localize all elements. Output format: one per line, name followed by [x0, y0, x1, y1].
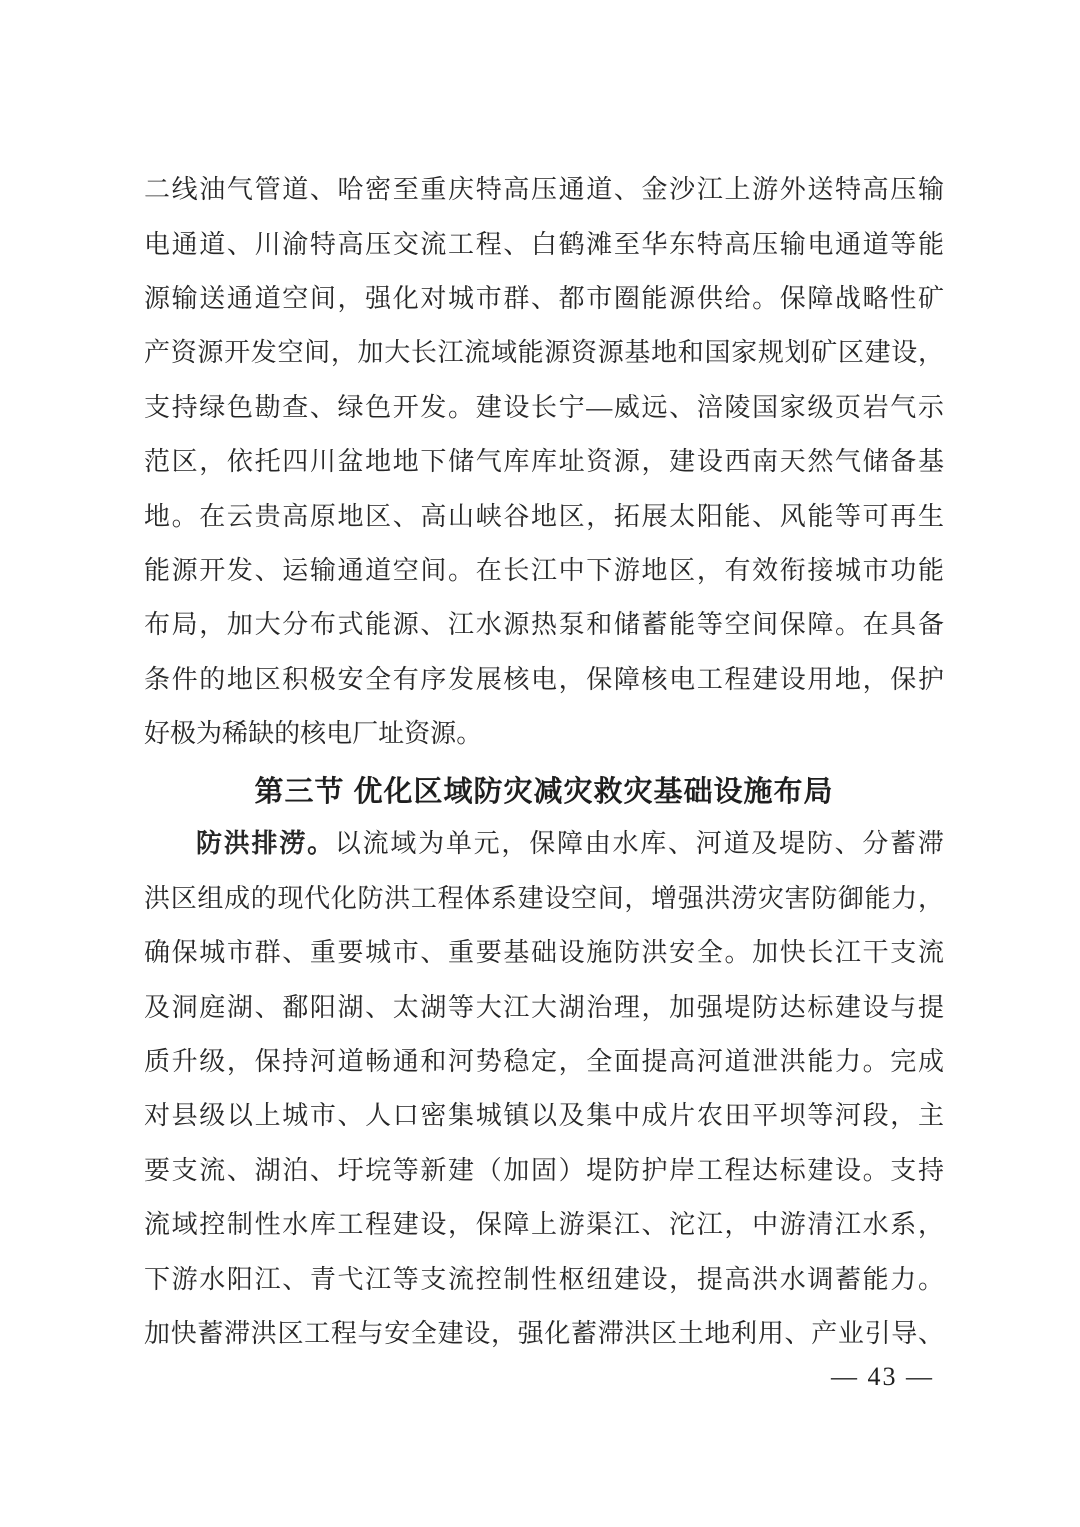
text-line: 流 域 控 制 性 水 库 工 程 建 设 ， 保 障 上 游 渠 江 、 沱 江 ， 中 游 清 江 水 系 ，	[144, 1210, 944, 1240]
text-line: 加 快 蓄 滞 洪 区 工 程 与 安 全 建 设 ， 强 化 蓄 滞 洪 区 土 地 利 用 、 产 业 引 导 、	[144, 1319, 944, 1348]
text-line: 及 洞 庭 湖 、 鄱 阳 湖 、 太 湖 等 大 江 大 湖 治 理 ， 加 强 堤 防 达 标 建 设 与 提	[144, 992, 944, 1022]
text-line: 布 局 ， 加 大 分 布 式 能 源 、 江 水 源 热 泵 和 储 蓄 能 等 空 间 保 障 。 在 具 备	[144, 610, 944, 640]
text-line: 质 升 级 ， 保 持 河 道 畅 通 和 河 势 稳 定 ， 全 面 提 高 河 道 泄 洪 能 力 。 完 成	[144, 1047, 944, 1077]
text-line: 确 保 城 市 群 、 重 要 城 市 、 重 要 基 础 设 施 防 洪 安 全 。 加 快 长 江 干 支 流	[144, 938, 944, 968]
text-line: 要 支 流 、 湖 泊 、 圩 垸 等 新 建 （ 加 固 ） 堤 防 护 岸 工 程 达 标 建 设 。 支 持	[144, 1155, 944, 1185]
text-line: 洪 区 组 成 的 现 代 化 防 洪 工 程 体 系 建 设 空 间 ， 增 强 洪 涝 灾 害 防 御 能 力 ，	[144, 883, 944, 913]
text-line: 产 资 源 开 发 空 间 ， 加 大 长 江 流 域 能 源 资 源 基 地 和 国 家 规 划 矿 区 建 设 ，	[144, 338, 944, 368]
text-line: 下 游 水 阳 江 、 青 弋 江 等 支 流 控 制 性 枢 纽 建 设 ， 提 高 洪 水 调 蓄 能 力 。	[144, 1264, 944, 1294]
text-line: 能 源 开 发 、 运 输 通 道 空 间 。 在 长 江 中 下 游 地 区 ， 有 效 衔 接 城 市 功 能	[144, 555, 944, 585]
text-line: 地 。 在 云 贵 高 原 地 区 、 高 山 峡 谷 地 区 ， 拓 展 太 阳 能 、 风 能 等 可 再 生	[144, 501, 944, 531]
page-number: — 43 —	[831, 1362, 934, 1391]
text-line: 电 通 道 、 川 渝 特 高 压 交 流 工 程 、 白 鹤 滩 至 华 东 特 高 压 输 电 通 道 等 能	[144, 229, 944, 259]
text-line: 支 持 绿 色 勘 查 、 绿 色 开 发 。 建 设 长 宁 — 威 远 、 涪 陵 国 家 级 页 岩 气 示	[144, 392, 944, 422]
text-block	[144, 163, 944, 1361]
paragraph-energy-corridors	[144, 163, 944, 761]
paragraph-flood-control	[144, 817, 944, 1361]
text-line: 防 洪 排 涝 。 以 流 域 为 单 元 ， 保 障 由 水 库 、 河 道 及 堤 防 、 分 蓄 滞	[196, 829, 944, 859]
text-line: 源 输 送 通 道 空 间 ， 强 化 对 城 市 群 、 都 市 圈 能 源 供 给 。 保 障 战 略 性 矿	[144, 283, 944, 313]
text-line: 范 区 ， 依 托 四 川 盆 地 地 下 储 气 库 库 址 资 源 ， 建 设 西 南 天 然 气 储 备 基	[144, 447, 944, 477]
section-heading: 第三节 优化区域防灾减灾救灾基础设施布局	[254, 775, 834, 808]
text-line: 条 件 的 地 区 积 极 安 全 有 序 发 展 核 电 ， 保 障 核 电 工 程 建 设 用 地 ， 保 护	[144, 664, 944, 694]
text-line: 二 线 油 气 管 道 、 哈 密 至 重 庆 特 高 压 通 道 、 金 沙 江 上 游 外 送 特 高 压 输	[144, 175, 944, 205]
text-line: 对 县 级 以 上 城 市 、 人 口 密 集 城 镇 以 及 集 中 成 片 农 田 平 坝 等 河 段 ， 主	[144, 1101, 944, 1131]
text-line: 好 极 为 稀 缺 的 核 电 厂 址 资 源 。	[144, 719, 483, 749]
